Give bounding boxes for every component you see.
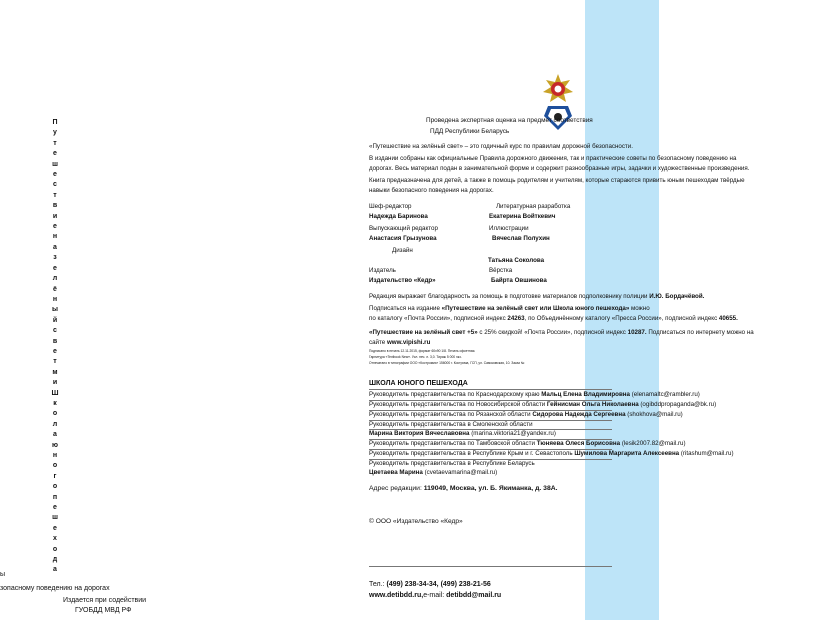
- exec-editor-label: Выпускающий редактор: [369, 225, 438, 232]
- left-fragment-1: ы: [0, 571, 6, 578]
- footer-rule: [369, 566, 612, 567]
- vertical-title-letter: м: [52, 368, 58, 376]
- promo-text: с 25% скидкой! «Почта России», подписной индекс: [479, 329, 626, 336]
- layout-name: Байрта Овшинова: [491, 277, 547, 284]
- illustrations-label: Иллюстрации: [489, 225, 529, 232]
- illustrations-name: Вячеслав Полухин: [492, 235, 550, 242]
- imprint-line-1: Подписано в печать 12.11.2015, формат 60х90 1/8. Печать офсетная.: [369, 349, 476, 353]
- promo-line-2: [369, 338, 430, 348]
- vertical-title-letter: и: [52, 379, 58, 387]
- vertical-title-letter: ш: [52, 514, 58, 522]
- address-value: 119049, Москва, ул. Б. Якиманка, д. 38А.: [423, 485, 558, 492]
- subscribe-catalog: по каталогу «Почта России», подписной индекс: [369, 315, 506, 322]
- rep-5-name: Тюняева Олеся Борисовна: [536, 440, 621, 447]
- thanks-line: [369, 292, 704, 302]
- design-name: Татьяна Соколова: [488, 257, 545, 264]
- rep-2-email[interactable]: (ogibddpropaganda@bk.ru): [640, 401, 717, 408]
- vertical-title-letter: о: [52, 410, 58, 418]
- rep-row-3: [369, 410, 683, 420]
- vertical-title-letter: е: [53, 223, 57, 231]
- left-fragment-3: Издается при содействии: [63, 597, 147, 604]
- website-link[interactable]: www.detibdd.ru,: [369, 592, 424, 599]
- rep-2-name: Гейнисман Ольга Николаевна: [546, 401, 639, 408]
- vertical-title-letter: и: [52, 212, 58, 220]
- rep-5-role: Руководитель представительства по Тамбовской области: [369, 440, 535, 447]
- subscribe-line-1: [369, 304, 650, 314]
- rep-row-6: [369, 449, 734, 459]
- school-title: ШКОЛА ЮНОГО ПЕШЕХОДА: [369, 380, 468, 387]
- rep-7-role: Руководитель представительства в Республике Беларусь: [369, 460, 535, 467]
- rep-1-name: Мальц Елена Владимировна: [541, 391, 630, 398]
- vertical-title-letter: х: [53, 535, 57, 543]
- publisher-name: Издательство «Кедр»: [369, 277, 436, 284]
- rep-7-email[interactable]: (cvetaevamarina@mail.ru): [424, 469, 498, 476]
- subscribe-catalog-2: , по Объединённому каталогу «Пресса России», подписной индекс: [524, 315, 718, 322]
- vertical-title-letter: н: [52, 452, 58, 459]
- vertical-title-letter: с: [53, 181, 57, 189]
- rep-row-7: [369, 468, 497, 478]
- promo-site-link[interactable]: www.vipishi.ru: [386, 339, 431, 346]
- vertical-title-letter: н: [52, 233, 58, 241]
- intro-p3b: навыки безопасного поведения на дорогах.: [369, 187, 494, 194]
- vertical-title-letter: е: [53, 504, 57, 512]
- vertical-title-letter: е: [53, 524, 57, 532]
- subscribe-line-2: [369, 314, 738, 324]
- vertical-title-letter: а: [53, 566, 57, 574]
- vertical-title-letter: е: [53, 171, 57, 179]
- vertical-title-letter: й: [52, 316, 58, 324]
- address-line: [369, 484, 558, 494]
- vertical-title-letter: е: [53, 264, 57, 272]
- vertical-title-letter: н: [52, 295, 58, 303]
- rep-3-name: Сидорова Надежда Сергеевна: [532, 411, 626, 418]
- vertical-title-letter: а: [53, 431, 57, 439]
- rep-6-name: Шумилова Маргарита Алексеевна: [574, 450, 680, 457]
- vertical-title-letter: з: [53, 254, 57, 262]
- email-label: e-mail:: [423, 592, 445, 599]
- rep-1-email[interactable]: (elenamaltc@rambler.ru): [631, 391, 700, 398]
- exec-editor-name: Анастасия Грызунова: [369, 235, 437, 242]
- phone-label: Тел.:: [369, 581, 385, 588]
- vertical-title-letter: д: [52, 556, 58, 564]
- rep-2-role: Руководитель представительства по Новосибирской области: [369, 401, 546, 408]
- intro-p2b: дорогах. Весь материал подан в занимательной форме и содержит разнообразные игры, задачки и художественные произведения.: [369, 165, 750, 172]
- promo-line-1: [369, 328, 754, 338]
- vertical-title-letter: г: [53, 472, 57, 480]
- rep-5-email[interactable]: (lesik2007.82@mail.ru): [621, 440, 686, 447]
- rep-row-2: [369, 400, 716, 410]
- vertical-title-letter: о: [52, 483, 58, 491]
- left-fragment-2: зопасному поведению на дорогах: [0, 585, 110, 592]
- vertical-title-letter: у: [53, 129, 57, 137]
- imprint-line-2: Гарнитура «Textbook New». Усл. печ. л. 3,0. Тираж 5 000 экз.: [369, 355, 462, 359]
- vertical-title-letter: к: [53, 399, 57, 407]
- rep-6-email[interactable]: (ritashum@mail.ru): [680, 450, 734, 457]
- promo-title: «Путешествие на зелёный свет +5»: [369, 329, 478, 336]
- vertical-title-letter: е: [53, 347, 57, 355]
- rep-row-1: [369, 390, 700, 400]
- phone-numbers[interactable]: (499) 238-34-34, (499) 238-21-56: [386, 581, 491, 588]
- vertical-title-letter: а: [53, 243, 57, 251]
- copyright: © ООО «Издательство «Кедр»: [369, 518, 463, 525]
- rep-7-name: Цветаева Марина: [369, 469, 423, 476]
- vertical-title-letter: в: [52, 202, 58, 210]
- rep-row-4: [369, 429, 556, 439]
- chief-editor-label: Шеф-редактор: [369, 203, 412, 210]
- layout-label: Вёрстка: [489, 267, 513, 274]
- vertical-title-letter: т: [53, 191, 57, 199]
- intro-p2a: В издании собраны как официальные Правила дорожного движения, так и практические советы по безопасному поведению на: [369, 155, 737, 162]
- vertical-title-letter: п: [52, 493, 58, 501]
- rep-4-email[interactable]: (marina.viktoria21@yandex.ru): [471, 430, 556, 437]
- promo-post: Подписаться по интернету можно на: [648, 329, 754, 336]
- publisher-label: Издатель: [369, 267, 396, 274]
- vertical-title-letter: т: [53, 358, 57, 366]
- vertical-title-letter: ы: [52, 306, 58, 314]
- vertical-title-letter: о: [52, 545, 58, 553]
- vertical-title-letter: е: [53, 150, 57, 158]
- subscribe-index-2: 40655.: [718, 315, 738, 322]
- chief-editor-name: Надежда Баринова: [369, 213, 428, 220]
- left-fragment-4: ГУОБДД МВД РФ: [75, 607, 132, 614]
- vertical-title-letter: ш: [52, 160, 58, 168]
- design-label: Дизайн: [392, 247, 413, 254]
- rep-6-role: Руководитель представительства в Республике Крым и г. Севастополь: [369, 450, 573, 457]
- vertical-title-letter: ё: [53, 285, 57, 293]
- vertical-title-letter: ю: [52, 441, 58, 449]
- expert-line-1: Проведена экспертная оценка на предмет соответствия: [426, 117, 593, 124]
- subscribe-index-1: 24263: [507, 315, 525, 322]
- vertical-title-letter: в: [52, 337, 58, 345]
- rep-row-5: [369, 439, 686, 449]
- vertical-title-letter: л: [52, 420, 58, 428]
- vertical-title-letter: с: [53, 327, 57, 335]
- literary-label: Литературная разработка: [496, 203, 571, 210]
- vertical-spine-title: [50, 118, 60, 576]
- intro-p3a: Книга предназначена для детей, а также в помощь родителям и учителям, которые стараются привить юным пешеходам твёрдые: [369, 177, 745, 184]
- vertical-title-letter: л: [52, 275, 58, 283]
- vertical-title-letter: П: [52, 119, 58, 126]
- promo-index: 10287.: [627, 329, 647, 336]
- rep-3-role: Руководитель представительства по Рязанской области: [369, 411, 531, 418]
- rep-4-name: Марина Виктория Вячеславовна: [369, 430, 470, 437]
- web-line: [369, 591, 501, 601]
- expert-line-2: ПДД Республики Беларусь: [430, 128, 510, 135]
- subscribe-post: можно: [631, 305, 650, 312]
- vertical-title-letter: Ш: [51, 389, 59, 397]
- vertical-title-letter: т: [53, 139, 57, 147]
- address-label: Адрес редакции:: [369, 485, 422, 492]
- promo-site-label: сайте: [369, 339, 386, 346]
- subscribe-pre: Подписаться на издание: [369, 305, 440, 312]
- vertical-title-letter: о: [52, 462, 58, 470]
- intro-p1: «Путешествие на зелёный свет» – это годичный курс по правилам дорожной безопасности.: [369, 143, 633, 150]
- rep-4-role: Руководитель представительства в Смоленской области: [369, 421, 533, 428]
- rep-3-email[interactable]: (shokhova@mail.ru): [627, 411, 683, 418]
- rep-1-role: Руководитель представительства по Краснодарскому краю: [369, 391, 540, 398]
- email-link[interactable]: detibdd@mail.ru: [446, 592, 502, 599]
- phone-line: [369, 580, 491, 590]
- thanks-name: И.Ю. Бордачёвой.: [649, 293, 705, 300]
- subscribe-title: «Путешествие на зелёный свет или Школа юного пешехода»: [441, 305, 630, 312]
- literary-name: Екатерина Войткевич: [489, 213, 556, 220]
- imprint-line-3: Отпечатано в типографии ООО «Костромиз» 156000 г. Кострома, ГСП, ул. Самоковская, 10. Заказ №: [369, 361, 525, 365]
- thanks-text: Редакция выражает благодарность за помощь в подготовке материалов подполковнику полиции: [369, 293, 648, 300]
